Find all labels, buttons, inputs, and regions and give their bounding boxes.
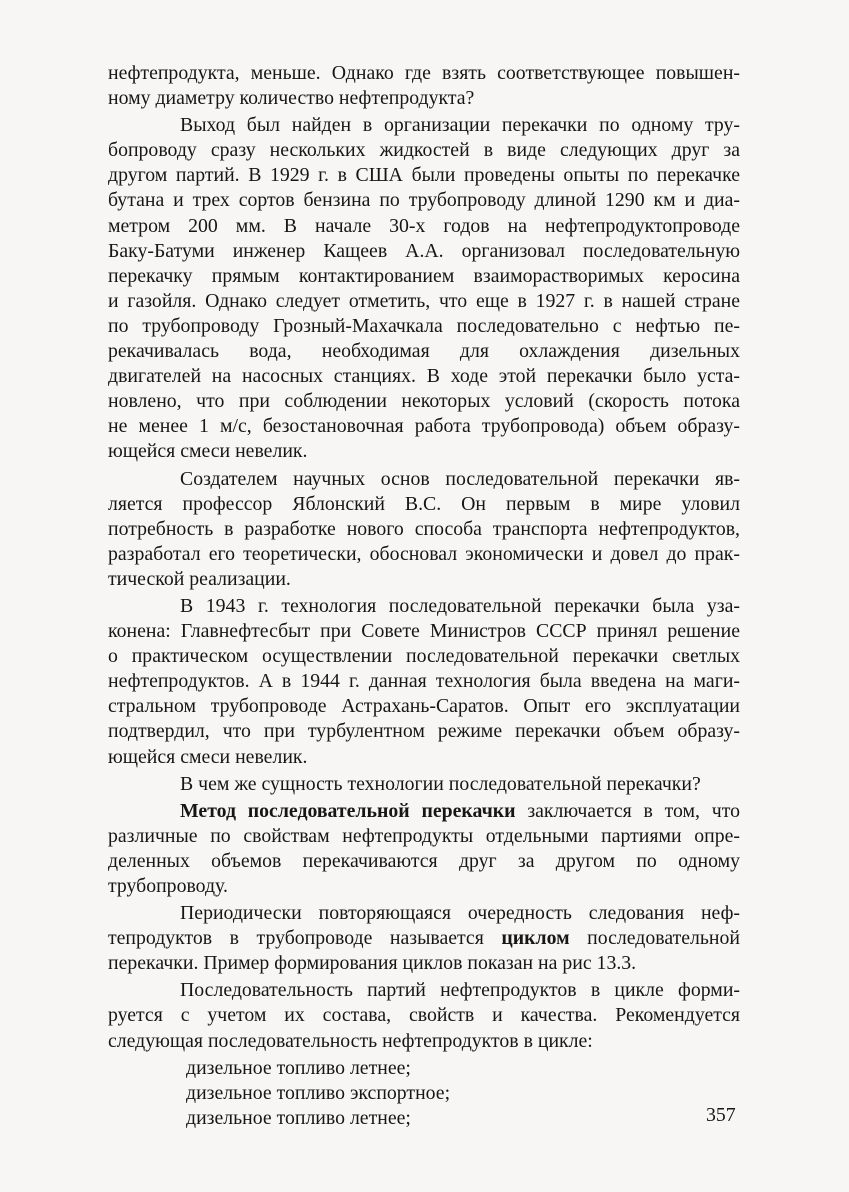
text-line: ющейся смеси невелик. <box>108 745 308 768</box>
text-line: ному диаметру количество нефтепродукта? <box>108 87 475 110</box>
text-line: стральном трубопроводе Астрахань-Саратов. Опыт его эксплуатации <box>108 695 740 718</box>
text-line: нефтепродуктов. А в 1944 г. данная технология была введена на маги- <box>108 670 740 693</box>
text-run: тепродуктов в трубопроводе называется <box>108 927 502 950</box>
text-run: заключается в том, что <box>515 799 740 822</box>
bold-term: циклом <box>501 927 570 950</box>
list-item: дизельное топливо летнее; <box>186 1056 411 1079</box>
list-item: дизельное топливо летнее; <box>186 1106 411 1129</box>
text-line: новлено, что при соблюдении некоторых условий (скорость потока <box>108 390 740 413</box>
paragraph <box>108 61 740 111</box>
page-number: 357 <box>706 1104 736 1126</box>
text-line: ляется профессор Яблонский В.С. Он первым в мире уловил <box>108 492 740 515</box>
text-line: В 1943 г. технология последовательной перекачки была уза- <box>180 594 740 617</box>
text-line: В чем же сущность технологии последовательной перекачки? <box>180 772 701 795</box>
text-line: Баку-Батуми инженер Кащеев А.А. организовал последовательную <box>108 239 740 262</box>
bold-term: Метод последовательной перекачки <box>180 799 516 822</box>
text-line <box>108 799 740 824</box>
paragraph <box>108 799 740 899</box>
text-line: бопроводу сразу нескольких жидкостей в виде следующих друг за <box>108 139 740 162</box>
text-line: подтвердил, что при турбулентном режиме перекачки объем образу- <box>108 720 740 743</box>
text-line: перекачку прямым контактированием взаиморастворимых керосина <box>108 264 740 287</box>
fuel-list <box>108 1056 740 1131</box>
text-line: потребность в разработке нового способа транспорта нефтепродуктов, <box>108 517 740 540</box>
text-line: ющейся смеси невелик. <box>108 440 308 463</box>
paragraph <box>108 594 740 770</box>
text-line: Последовательность партий нефтепродуктов в цикле форми- <box>180 979 740 1002</box>
text-line: и газойля. Однако следует отметить, что еще в 1927 г. в нашей стране <box>108 289 740 312</box>
text-line: разработал его теоретически, обосновал экономически и довел до прак- <box>108 542 740 565</box>
text-line: руется с учетом их состава, свойств и качества. Рекомендуется <box>108 1004 740 1027</box>
text-line: тической реализации. <box>108 567 291 590</box>
text-line: перекачки. Пример формирования циклов показан на рис 13.3. <box>108 952 637 975</box>
text-line: рекачивалась вода, необходимая для охлаждения дизельных <box>108 340 740 363</box>
paragraph <box>108 978 740 1053</box>
text-line: нефтепродукта, меньше. Однако где взять соответствующее повышен- <box>108 62 740 84</box>
text-run: последовательной <box>569 927 740 950</box>
text-line: по трубопроводу Грозный-Махачкала последовательно с нефтью пе- <box>108 314 740 337</box>
text-line: различные по свойствам нефтепродукты отдельными партиями опре- <box>108 824 740 847</box>
text-line: Создателем научных основ последовательной перекачки яв- <box>180 467 740 490</box>
text-line <box>108 926 740 951</box>
text-line: другом партий. В 1929 г. в США были проведены опыты по перекачке <box>108 164 740 187</box>
text-line: не менее 1 м/с, безостановочная работа трубопровода) объем образу- <box>108 415 740 438</box>
text-line: конена: Главнефтесбыт при Совете Министров СССР принял решение <box>108 620 740 643</box>
paragraph <box>108 901 740 976</box>
text-line: трубопроводу. <box>108 875 228 897</box>
page-body <box>108 61 740 1131</box>
text-line: Периодически повторяющаяся очередность следования неф- <box>180 902 740 925</box>
text-line: Выход был найден в организации перекачки по одному тру- <box>180 114 740 137</box>
paragraph <box>108 772 740 797</box>
text-line: бутана и трех сортов бензина по трубопроводу длиной 1290 км и диа- <box>108 189 740 212</box>
list-item: дизельное топливо экспортное; <box>186 1081 451 1104</box>
text-line: двигателей на насосных станциях. В ходе этой перекачки было уста- <box>108 365 740 388</box>
text-line: метром 200 мм. В начале 30-х годов на нефтепродуктопроводе <box>108 214 740 237</box>
paragraph <box>108 467 740 592</box>
paragraph <box>108 113 740 464</box>
text-line: следующая последовательность нефтепродуктов в цикле: <box>108 1029 593 1052</box>
text-line: деленных объемов перекачиваются друг за другом по одному <box>108 849 740 872</box>
text-line: о практическом осуществлении последовательной перекачки светлых <box>108 645 740 668</box>
